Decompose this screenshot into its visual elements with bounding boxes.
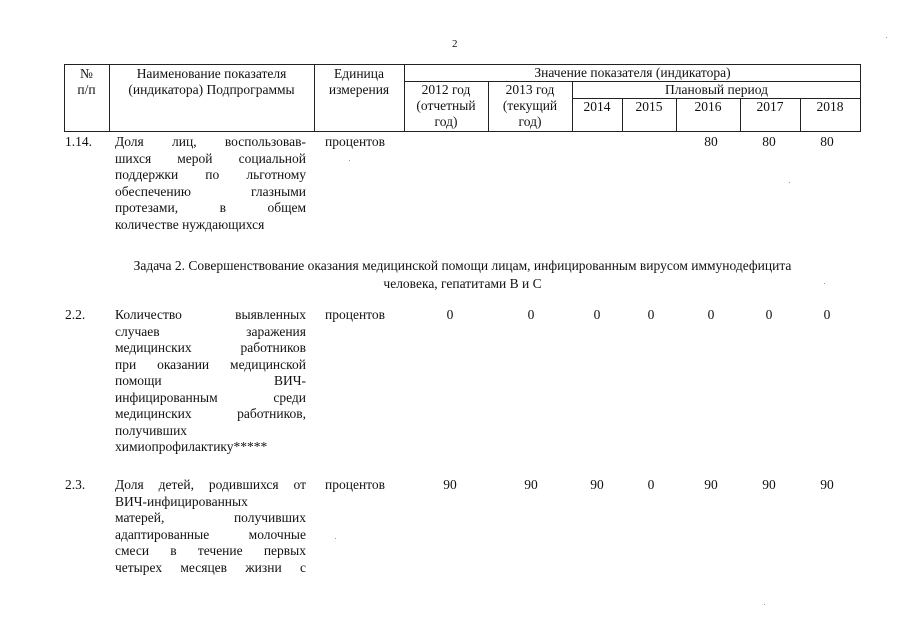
- value-2015: 0: [647, 477, 655, 492]
- name-line: Доля детей, родившихся от: [115, 477, 306, 492]
- value-2014: 90: [590, 477, 604, 492]
- row-number: 1.14.: [65, 134, 92, 149]
- scan-speck: [349, 160, 350, 161]
- header-unit: Единица: [333, 66, 384, 81]
- header-no: №: [80, 66, 93, 81]
- name-line: при оказании медицинской: [115, 356, 306, 372]
- name-line: протезами, в общем: [115, 200, 306, 215]
- name-line: помощи ВИЧ-: [115, 373, 306, 388]
- name-line: Доля лиц, воспользовав-: [115, 134, 306, 149]
- header-2013: (текущий: [502, 98, 558, 113]
- name-line: поддержки по льготному: [115, 167, 306, 182]
- scan-speck: [886, 37, 887, 38]
- value-2013: 0: [527, 307, 535, 322]
- row-number: 2.2.: [65, 307, 86, 322]
- value-2012: 0: [446, 307, 454, 322]
- scan-speck: [824, 283, 825, 284]
- task-heading: Задача 2. Совершенствование оказания медицинской помощи лицам, инфицированным вирусом иммунодефицита: [133, 258, 792, 273]
- value-2014: 0: [593, 307, 601, 322]
- value-2017: 90: [762, 477, 776, 492]
- row-number: 2.3.: [65, 477, 86, 492]
- name-line: шихся мерой социальной: [115, 150, 306, 166]
- table-header: [64, 64, 861, 132]
- row-unit: процентов: [325, 477, 386, 492]
- row-unit: процентов: [325, 307, 386, 322]
- row-indicator-name: [115, 477, 306, 576]
- header-year: 2018: [816, 99, 844, 114]
- row-unit: процентов: [325, 134, 386, 149]
- scan-speck: [335, 538, 336, 539]
- header-year: 2017: [756, 99, 784, 114]
- row-indicator-name: [115, 134, 306, 233]
- name-line: Количество выявленных: [115, 307, 306, 322]
- header-no: п/п: [77, 82, 96, 97]
- name-line: ВИЧ-инфицированных: [115, 493, 248, 509]
- header-2013: год): [518, 114, 542, 129]
- name-line: химиопрофилактику*****: [115, 439, 268, 454]
- value-2017: 0: [765, 307, 773, 322]
- scan-speck: [764, 604, 765, 605]
- value-2013: 90: [524, 477, 538, 492]
- name-line: количестве нуждающихся: [115, 216, 265, 232]
- name-line: случаев заражения: [115, 323, 306, 339]
- name-line: медицинских работников,: [115, 406, 306, 421]
- name-line: четырех месяцев жизни с: [115, 559, 306, 575]
- value-2016: 90: [704, 477, 718, 492]
- header-year: 2016: [694, 99, 722, 114]
- header-name: Наименование показателя: [136, 66, 287, 81]
- value-2017: 80: [762, 134, 776, 149]
- value-2012: 90: [443, 477, 457, 492]
- name-line: инфицированным среди: [115, 389, 306, 405]
- header-year: 2015: [635, 99, 663, 114]
- name-line: смеси в течение первых: [115, 543, 306, 558]
- row-indicator-name: [115, 307, 306, 456]
- value-2015: 0: [647, 307, 655, 322]
- header-2012: 2012 год: [421, 82, 471, 97]
- rule: [64, 131, 861, 132]
- header-2012: год): [434, 114, 458, 129]
- task-heading: человека, гепатитами В и С: [383, 276, 542, 291]
- value-2016: 80: [704, 134, 718, 149]
- name-line: получивших: [115, 422, 188, 438]
- header-name: (индикатора) Подпрограммы: [128, 82, 295, 97]
- scan-speck: [789, 182, 790, 183]
- value-2016: 0: [707, 307, 715, 322]
- header-planned-period: Плановый период: [665, 82, 768, 97]
- name-line: обеспечению глазными: [115, 183, 306, 199]
- name-line: медицинских работников: [115, 340, 306, 355]
- value-2018: 90: [820, 477, 834, 492]
- header-values-group: Значение показателя (индикатора): [534, 65, 731, 80]
- header-year: 2014: [583, 99, 611, 114]
- header-unit: измерения: [328, 82, 390, 97]
- value-2018: 0: [823, 307, 831, 322]
- value-2018: 80: [820, 134, 834, 149]
- header-2012: (отчетный: [416, 98, 476, 113]
- name-line: матерей, получивших: [115, 510, 306, 525]
- page-number: 2: [452, 38, 458, 50]
- header-2013: 2013 год: [505, 82, 555, 97]
- name-line: адаптированные молочные: [115, 526, 306, 542]
